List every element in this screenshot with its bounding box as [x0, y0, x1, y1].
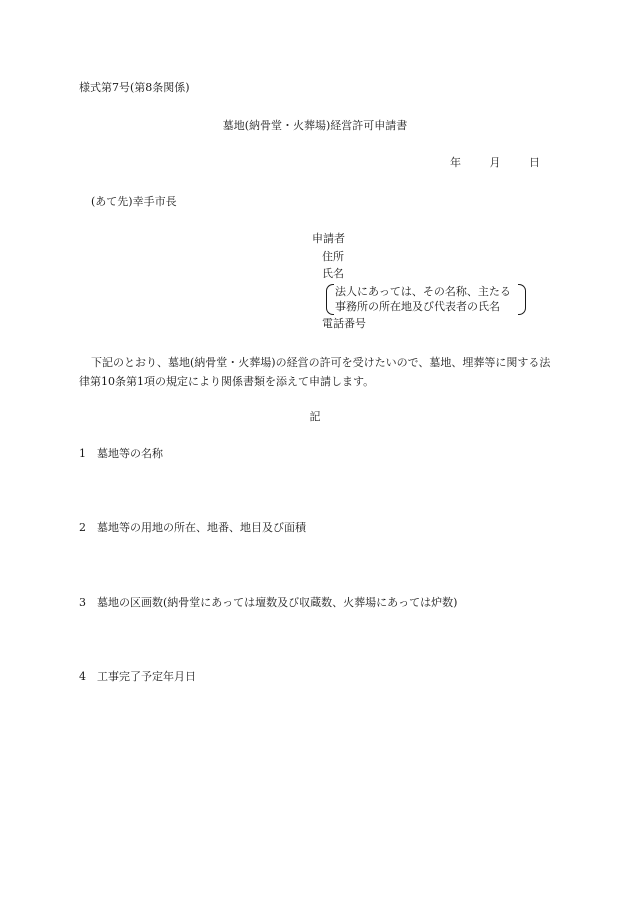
addressee: (あて先)幸手市長: [91, 195, 177, 208]
corporate-note-line2: 事務所の所在地及び代表者の氏名: [335, 300, 500, 313]
item-label: 墓地の区画数(納骨堂にあっては壇数及び収蔵数、火葬場にあっては炉数): [97, 596, 458, 609]
date-row: [450, 157, 540, 168]
right-bracket: [518, 284, 526, 315]
applicant-heading: 申請者: [312, 232, 345, 245]
item-number: 2: [79, 521, 86, 534]
item-3: [79, 597, 457, 608]
date-month-label: 月: [489, 156, 501, 169]
corporate-note: [326, 284, 526, 315]
item-2: [79, 522, 306, 533]
item-number: 1: [79, 447, 86, 460]
ki-heading: 記: [309, 410, 321, 423]
item-4: [79, 671, 196, 682]
document-title: 墓地(納骨堂・火葬場)経営許可申請書: [222, 119, 408, 132]
left-bracket: [326, 284, 334, 315]
body-text: 下記のとおり、墓地(納骨堂・火葬場)の経営の許可を受けたいので、墓地、埋葬等に関する法律第10条第1項の規定により関係書類を添えて申請します。: [79, 356, 551, 388]
date-year-label: 年: [450, 156, 461, 169]
date-day-label: 日: [529, 156, 540, 169]
phone-label: 電話番号: [322, 317, 366, 330]
item-number: 3: [79, 596, 86, 609]
name-label: 氏名: [322, 267, 344, 280]
address-label: 住所: [322, 250, 344, 263]
corporate-note-line1: 法人にあっては、その名称、主たる: [335, 285, 511, 298]
item-label: 工事完了予定年月日: [97, 670, 196, 683]
item-label: 墓地等の名称: [97, 447, 163, 460]
item-label: 墓地等の用地の所在、地番、地目及び面積: [97, 521, 306, 534]
item-number: 4: [79, 670, 86, 683]
form-number: 様式第7号(第8条関係): [79, 81, 190, 94]
item-1: [79, 448, 163, 459]
